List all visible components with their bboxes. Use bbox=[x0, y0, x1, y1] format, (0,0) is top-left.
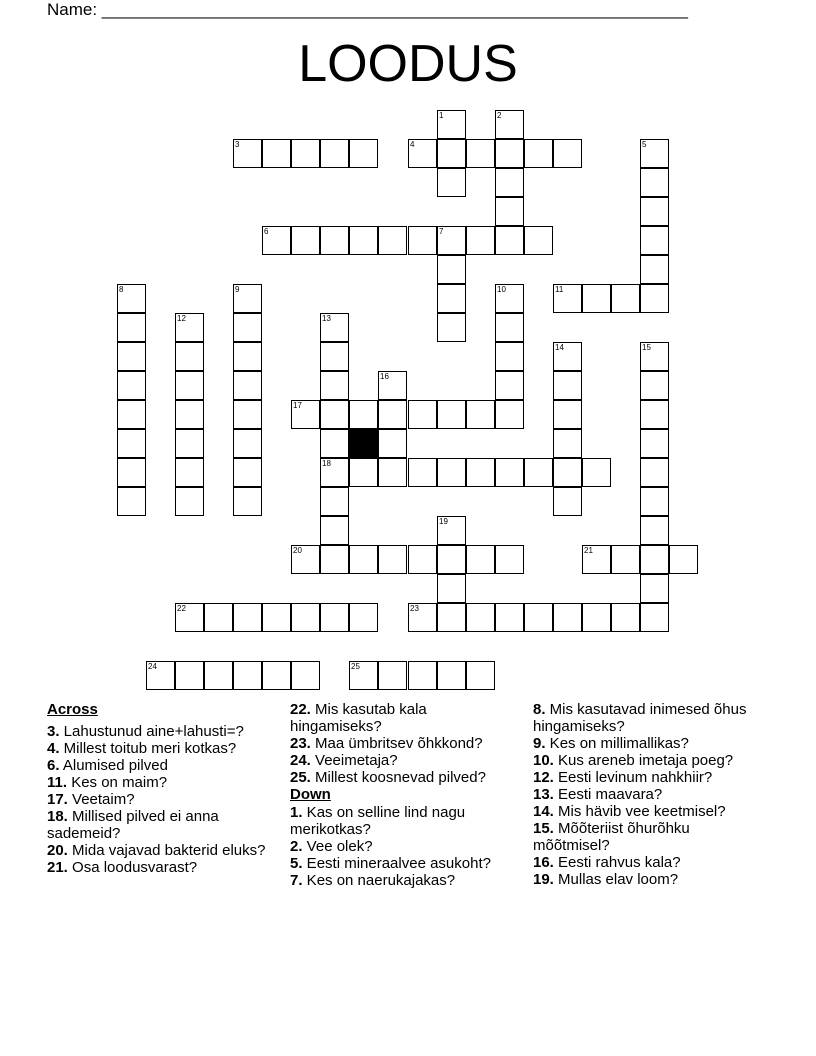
clue-item bbox=[290, 769, 515, 786]
clue-item-number: 17. bbox=[47, 791, 68, 808]
clue-section-heading: Down bbox=[290, 786, 331, 803]
crossword-cell[interactable] bbox=[320, 429, 349, 458]
crossword-cell[interactable] bbox=[495, 168, 524, 197]
clue-item-text: Millest toitub meri kotkas? bbox=[59, 740, 237, 757]
crossword-cell[interactable] bbox=[640, 139, 669, 168]
clue-item-number: 16. bbox=[533, 854, 554, 871]
crossword-cell[interactable] bbox=[437, 545, 466, 574]
clue-item-number: 20. bbox=[47, 842, 68, 859]
clue-number: 3 bbox=[235, 140, 240, 149]
clue-item-number: 13. bbox=[533, 786, 554, 803]
crossword-cell[interactable] bbox=[233, 371, 262, 400]
crossword-cell[interactable] bbox=[291, 661, 320, 690]
crossword-cell[interactable] bbox=[175, 313, 204, 342]
crossword-cell[interactable] bbox=[320, 487, 349, 516]
clue-item bbox=[290, 838, 515, 855]
clue-item-number: 12. bbox=[533, 769, 554, 786]
crossword-cell[interactable] bbox=[262, 661, 291, 690]
crossword-cell[interactable] bbox=[524, 139, 553, 168]
clue-item bbox=[533, 701, 763, 735]
crossword-cell[interactable] bbox=[495, 110, 524, 139]
clue-item-number: 25. bbox=[290, 769, 311, 786]
clue-item-text: Kes on maim? bbox=[67, 774, 168, 791]
clue-item bbox=[533, 769, 763, 786]
crossword-cell[interactable] bbox=[437, 574, 466, 603]
clue-item bbox=[290, 855, 515, 872]
crossword-cell[interactable] bbox=[233, 661, 262, 690]
clue-item-number: 11. bbox=[47, 774, 68, 791]
clue-item-text: Eesti maavara? bbox=[553, 786, 663, 803]
clue-item bbox=[533, 820, 763, 854]
crossword-cell[interactable] bbox=[291, 226, 320, 255]
crossword-cell[interactable] bbox=[437, 313, 466, 342]
crossword-cell[interactable] bbox=[640, 226, 669, 255]
crossword-cell[interactable] bbox=[320, 516, 349, 545]
crossword-cell[interactable] bbox=[495, 197, 524, 226]
clue-number: 23 bbox=[410, 604, 419, 613]
crossword-cell[interactable] bbox=[233, 458, 262, 487]
crossword-cell[interactable] bbox=[291, 545, 320, 574]
crossword-cell[interactable] bbox=[117, 429, 146, 458]
crossword-cell[interactable] bbox=[611, 284, 640, 313]
crossword-cell[interactable] bbox=[233, 400, 262, 429]
crossword-cell[interactable] bbox=[640, 371, 669, 400]
crossword-cell[interactable] bbox=[495, 313, 524, 342]
crossword-cell[interactable] bbox=[640, 255, 669, 284]
crossword-cell[interactable] bbox=[378, 371, 407, 400]
crossword-cell[interactable] bbox=[640, 168, 669, 197]
page-title: LOODUS bbox=[298, 35, 518, 93]
clue-item-text: Eesti mineraalvee asukoht? bbox=[302, 855, 491, 872]
crossword-cell[interactable] bbox=[437, 458, 466, 487]
crossword-cell[interactable] bbox=[437, 284, 466, 313]
crossword-cell[interactable] bbox=[408, 458, 437, 487]
crossword-cell[interactable] bbox=[669, 545, 698, 574]
crossword-cell[interactable] bbox=[175, 400, 204, 429]
clue-number: 16 bbox=[380, 372, 389, 381]
crossword-cell[interactable] bbox=[437, 516, 466, 545]
clue-number: 14 bbox=[555, 343, 564, 352]
crossword-cell[interactable] bbox=[524, 458, 553, 487]
crossword-cell[interactable] bbox=[640, 545, 669, 574]
crossword-cell[interactable] bbox=[611, 603, 640, 632]
crossword-cell[interactable] bbox=[117, 284, 146, 313]
clue-item-text: Millest koosnevad pilved? bbox=[310, 769, 486, 786]
clue-item bbox=[533, 803, 763, 820]
crossword-cell[interactable] bbox=[175, 603, 204, 632]
clue-number: 12 bbox=[177, 314, 186, 323]
crossword-cell[interactable] bbox=[349, 661, 378, 690]
clue-item bbox=[290, 872, 515, 889]
crossword-cell[interactable] bbox=[233, 487, 262, 516]
clue-number: 24 bbox=[148, 662, 157, 671]
clue-item bbox=[533, 871, 763, 888]
crossword-cell[interactable] bbox=[349, 226, 378, 255]
crossword-cell[interactable] bbox=[320, 139, 349, 168]
clues-column-2 bbox=[290, 701, 515, 889]
crossword-cell[interactable] bbox=[349, 458, 378, 487]
clue-number: 22 bbox=[177, 604, 186, 613]
clue-item-text: Lahustunud aine+lahusti=? bbox=[59, 723, 244, 740]
clue-item bbox=[290, 804, 515, 838]
clue-item-text: Kas on selline lind nagu merikotkas? bbox=[290, 804, 466, 838]
crossword-cell[interactable] bbox=[524, 226, 553, 255]
crossword-cell[interactable] bbox=[495, 400, 524, 429]
crossword-cell[interactable] bbox=[320, 226, 349, 255]
crossword-cell[interactable] bbox=[233, 313, 262, 342]
crossword-cell[interactable] bbox=[437, 255, 466, 284]
crossword-cell[interactable] bbox=[378, 458, 407, 487]
clue-item-text: Mullas elav loom? bbox=[553, 871, 679, 888]
clue-item bbox=[47, 740, 267, 757]
crossword-cell[interactable] bbox=[495, 458, 524, 487]
crossword-cell[interactable] bbox=[611, 545, 640, 574]
crossword-cell[interactable] bbox=[320, 603, 349, 632]
clue-item bbox=[47, 842, 267, 859]
clue-item-text: Mida vajavad bakterid eluks? bbox=[67, 842, 266, 859]
crossword-cell[interactable] bbox=[553, 603, 582, 632]
crossword-cell[interactable] bbox=[378, 226, 407, 255]
clue-item-number: 19. bbox=[533, 871, 554, 888]
clues-column-3 bbox=[533, 701, 763, 888]
name-field-label: Name: ______________________________________________________________ bbox=[47, 0, 688, 19]
clue-item-number: 9. bbox=[533, 735, 546, 752]
crossword-cell[interactable] bbox=[320, 313, 349, 342]
clue-number: 8 bbox=[119, 285, 124, 294]
crossword-cell[interactable] bbox=[408, 226, 437, 255]
clue-number: 15 bbox=[642, 343, 651, 352]
crossword-cell[interactable] bbox=[175, 458, 204, 487]
crossword-cell[interactable] bbox=[640, 400, 669, 429]
clue-item-text: Mis kasutab kala hingamiseks? bbox=[290, 701, 427, 735]
crossword-cell[interactable] bbox=[320, 342, 349, 371]
clue-section-heading: Across bbox=[47, 701, 98, 718]
clue-item bbox=[47, 723, 267, 740]
crossword-cell[interactable] bbox=[582, 545, 611, 574]
clue-item-number: 22. bbox=[290, 701, 311, 718]
crossword-cell[interactable] bbox=[466, 545, 495, 574]
crossword-cell[interactable] bbox=[117, 400, 146, 429]
crossword-cell[interactable] bbox=[582, 284, 611, 313]
crossword-cell[interactable] bbox=[349, 139, 378, 168]
clue-item-text: Mõõteriist õhurõhku mõõtmisel? bbox=[533, 820, 690, 854]
crossword-cell[interactable] bbox=[640, 284, 669, 313]
crossword-cell[interactable] bbox=[204, 603, 233, 632]
crossword-cell[interactable] bbox=[553, 487, 582, 516]
clue-number: 18 bbox=[322, 459, 331, 468]
clue-item bbox=[533, 752, 763, 769]
crossword-cell[interactable] bbox=[291, 400, 320, 429]
clue-item-number: 24. bbox=[290, 752, 311, 769]
crossword-cell[interactable] bbox=[437, 226, 466, 255]
clue-item-text: Mis hävib vee keetmisel? bbox=[553, 803, 726, 820]
clues-column-1 bbox=[47, 701, 267, 876]
clue-number: 17 bbox=[293, 401, 302, 410]
crossword-cell[interactable] bbox=[437, 603, 466, 632]
clue-item-number: 4. bbox=[47, 740, 60, 757]
clue-item-text: Maa ümbritsev õhkkond? bbox=[310, 735, 483, 752]
clue-item-text: Veetaim? bbox=[67, 791, 135, 808]
crossword-cell[interactable] bbox=[291, 139, 320, 168]
crossword-cell[interactable] bbox=[262, 603, 291, 632]
clue-item-number: 2. bbox=[290, 838, 303, 855]
crossword-cell[interactable] bbox=[233, 603, 262, 632]
crossword-cell[interactable] bbox=[437, 139, 466, 168]
crossword-cell[interactable] bbox=[291, 603, 320, 632]
clue-number: 21 bbox=[584, 546, 593, 555]
clue-item-text: Mis kasutavad inimesed õhus hingamiseks? bbox=[533, 701, 747, 735]
crossword-cell[interactable] bbox=[262, 226, 291, 255]
clue-item bbox=[533, 735, 763, 752]
crossword-cell[interactable] bbox=[378, 661, 407, 690]
clue-number: 2 bbox=[497, 111, 502, 120]
crossword-cell[interactable] bbox=[437, 168, 466, 197]
crossword-cell[interactable] bbox=[117, 342, 146, 371]
clue-number: 4 bbox=[410, 140, 415, 149]
clue-number: 25 bbox=[351, 662, 360, 671]
crossword-cell[interactable] bbox=[117, 458, 146, 487]
crossword-cell[interactable] bbox=[320, 400, 349, 429]
crossword-cell[interactable] bbox=[466, 226, 495, 255]
clue-item-text: Kus areneb imetaja poeg? bbox=[553, 752, 734, 769]
clue-item-text: Millised pilved ei anna sademeid? bbox=[47, 808, 219, 842]
crossword-cell[interactable] bbox=[640, 487, 669, 516]
crossword-cell[interactable] bbox=[640, 197, 669, 226]
crossword-cell[interactable] bbox=[175, 342, 204, 371]
crossword-cell[interactable] bbox=[408, 545, 437, 574]
clue-number: 19 bbox=[439, 517, 448, 526]
crossword-cell[interactable] bbox=[640, 342, 669, 371]
crossword-cell[interactable] bbox=[495, 545, 524, 574]
clue-item-number: 7. bbox=[290, 872, 303, 889]
clue-number: 9 bbox=[235, 285, 240, 294]
crossword-cell[interactable] bbox=[204, 661, 233, 690]
crossword-cell[interactable] bbox=[349, 603, 378, 632]
clue-item bbox=[47, 791, 267, 808]
clue-number: 5 bbox=[642, 140, 647, 149]
clue-item bbox=[47, 859, 267, 876]
clue-number: 13 bbox=[322, 314, 331, 323]
crossword-cell[interactable] bbox=[466, 603, 495, 632]
crossword-cell[interactable] bbox=[437, 110, 466, 139]
crossword-cell[interactable] bbox=[175, 429, 204, 458]
crossword-cell[interactable] bbox=[582, 603, 611, 632]
clue-item-number: 14. bbox=[533, 803, 554, 820]
crossword-cell[interactable] bbox=[553, 458, 582, 487]
clue-item-text: Veeimetaja? bbox=[310, 752, 398, 769]
crossword-cell[interactable] bbox=[408, 603, 437, 632]
clue-item-number: 15. bbox=[533, 820, 554, 837]
crossword-cell[interactable] bbox=[408, 661, 437, 690]
crossword-cell[interactable] bbox=[349, 400, 378, 429]
clue-item-number: 23. bbox=[290, 735, 311, 752]
crossword-cell[interactable] bbox=[495, 603, 524, 632]
crossword-cell[interactable] bbox=[553, 429, 582, 458]
crossword-cell[interactable] bbox=[553, 342, 582, 371]
clue-item bbox=[47, 757, 267, 774]
crossword-cell[interactable] bbox=[146, 661, 175, 690]
clue-item-text: Osa loodusvarast? bbox=[67, 859, 198, 876]
crossword-cell[interactable] bbox=[640, 603, 669, 632]
crossword-cell[interactable] bbox=[466, 458, 495, 487]
clue-item bbox=[290, 701, 515, 735]
crossword-cell[interactable] bbox=[175, 487, 204, 516]
clue-item bbox=[533, 854, 763, 871]
clue-item-number: 8. bbox=[533, 701, 546, 718]
crossword-cell[interactable] bbox=[233, 429, 262, 458]
clue-item-text: Alumised pilved bbox=[59, 757, 168, 774]
clue-number: 7 bbox=[439, 227, 444, 236]
clue-number: 1 bbox=[439, 111, 444, 120]
clue-item bbox=[290, 735, 515, 752]
clue-item-number: 18. bbox=[47, 808, 68, 825]
crossword-cell[interactable] bbox=[378, 545, 407, 574]
crossword-cell[interactable] bbox=[233, 284, 262, 313]
crossword-cell[interactable] bbox=[553, 371, 582, 400]
crossword-cell[interactable] bbox=[553, 139, 582, 168]
crossword-cell[interactable] bbox=[378, 429, 407, 458]
crossword-cell[interactable] bbox=[495, 139, 524, 168]
crossword-cell[interactable] bbox=[437, 400, 466, 429]
crossword-cell[interactable] bbox=[262, 139, 291, 168]
crossword-cell[interactable] bbox=[117, 487, 146, 516]
crossword-cell[interactable] bbox=[233, 139, 262, 168]
crossword-cell[interactable] bbox=[495, 284, 524, 313]
crossword-cell[interactable] bbox=[408, 400, 437, 429]
crossword-cell[interactable] bbox=[175, 661, 204, 690]
clue-item-text: Kes on millimallikas? bbox=[545, 735, 689, 752]
crossword-cell[interactable] bbox=[582, 458, 611, 487]
clue-item-number: 6. bbox=[47, 757, 60, 774]
crossword-cell[interactable] bbox=[495, 342, 524, 371]
crossword-cell[interactable] bbox=[640, 574, 669, 603]
clue-item-text: Eesti rahvus kala? bbox=[553, 854, 681, 871]
crossword-cell[interactable] bbox=[349, 545, 378, 574]
clue-item-number: 1. bbox=[290, 804, 303, 821]
crossword-cell[interactable] bbox=[495, 371, 524, 400]
clue-number: 20 bbox=[293, 546, 302, 555]
crossword-cell[interactable] bbox=[320, 458, 349, 487]
black-cell bbox=[349, 429, 378, 458]
clue-item-text: Vee olek? bbox=[302, 838, 373, 855]
crossword-cell[interactable] bbox=[408, 139, 437, 168]
crossword-cell[interactable] bbox=[466, 400, 495, 429]
clue-item-number: 5. bbox=[290, 855, 303, 872]
clue-number: 10 bbox=[497, 285, 506, 294]
clue-item-number: 21. bbox=[47, 859, 68, 876]
crossword-cell[interactable] bbox=[175, 371, 204, 400]
clue-item-number: 10. bbox=[533, 752, 554, 769]
clue-item bbox=[533, 786, 763, 803]
crossword-cell[interactable] bbox=[437, 661, 466, 690]
crossword-cell[interactable] bbox=[553, 400, 582, 429]
crossword-cell[interactable] bbox=[640, 458, 669, 487]
crossword-cell[interactable] bbox=[466, 661, 495, 690]
crossword-cell[interactable] bbox=[640, 516, 669, 545]
crossword-cell[interactable] bbox=[378, 400, 407, 429]
clue-item-number: 3. bbox=[47, 723, 60, 740]
clue-number: 6 bbox=[264, 227, 269, 236]
crossword-cell[interactable] bbox=[233, 342, 262, 371]
crossword-cell[interactable] bbox=[466, 139, 495, 168]
clue-item bbox=[47, 808, 267, 842]
crossword-cell[interactable] bbox=[495, 226, 524, 255]
clue-item bbox=[290, 752, 515, 769]
crossword-cell[interactable] bbox=[117, 313, 146, 342]
crossword-cell[interactable] bbox=[524, 603, 553, 632]
clue-item-text: Kes on naerukajakas? bbox=[302, 872, 456, 889]
crossword-cell[interactable] bbox=[320, 371, 349, 400]
clue-number: 11 bbox=[555, 285, 564, 294]
clue-item-text: Eesti levinum nahkhiir? bbox=[553, 769, 713, 786]
clue-item bbox=[47, 774, 267, 791]
crossword-cell[interactable] bbox=[640, 429, 669, 458]
crossword-cell[interactable] bbox=[553, 284, 582, 313]
crossword-cell[interactable] bbox=[320, 545, 349, 574]
crossword-cell[interactable] bbox=[117, 371, 146, 400]
